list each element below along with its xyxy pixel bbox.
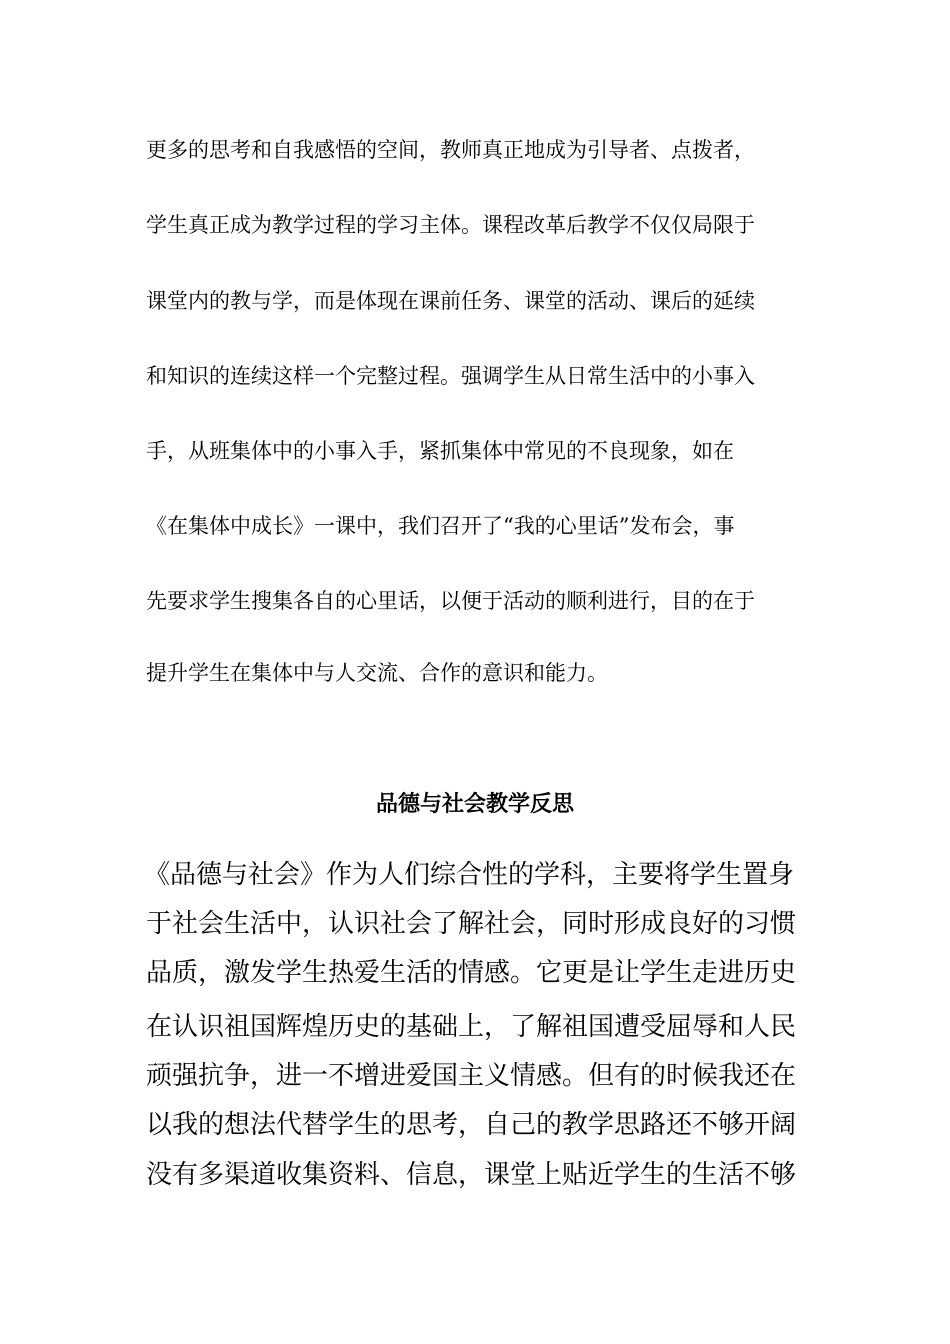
paragraph-line: 《在集体中成长》一课中，我们召开了“我的心里话”发布会，事 bbox=[146, 514, 735, 538]
paragraph-line: 在认识祖国辉煌历史的基础上，了解祖国遭受屈辱和人民 bbox=[146, 1012, 797, 1042]
paragraph-line: 提升学生在集体中与人交流、合作的意识和能力。 bbox=[146, 661, 608, 685]
paragraph-line: 手，从班集体中的小事入手，紧抓集体中常见的不良现象，如在 bbox=[146, 439, 734, 463]
paragraph-line: 以我的想法代替学生的思考，自己的教学思路还不够开阔 bbox=[146, 1110, 797, 1140]
paragraph-line: 没有多渠道收集资料、信息，课堂上贴近学生的生活不够 bbox=[146, 1160, 797, 1190]
paragraph-line: 课堂内的教与学，而是体现在课前任务、课堂的活动、课后的延续 bbox=[146, 289, 755, 313]
section-heading: 品德与社会教学反思 bbox=[375, 792, 574, 817]
paragraph-line: 和知识的连续这样一个完整过程。强调学生从日常生活中的小事入 bbox=[146, 364, 755, 388]
paragraph-line: 《品德与社会》作为人们综合性的学科，主要将学生置身 bbox=[144, 860, 795, 890]
paragraph-line: 先要求学生搜集各自的心里话，以便于活动的顺利进行，目的在于 bbox=[146, 589, 755, 613]
paragraph-line: 顽强抗争，进一不增进爱国主义情感。但有的时候我还在 bbox=[146, 1061, 797, 1091]
paragraph-line: 品质，激发学生热爱生活的情感。它更是让学生走进历史 bbox=[146, 958, 797, 988]
paragraph-line: 于社会生活中，认识社会了解社会，同时形成良好的习惯 bbox=[146, 909, 797, 939]
paragraph-line: 学生真正成为教学过程的学习主体。课程改革后教学不仅仅局限于 bbox=[146, 213, 755, 237]
paragraph-line: 更多的思考和自我感悟的空间，教师真正地成为引导者、点拨者， bbox=[146, 138, 755, 162]
